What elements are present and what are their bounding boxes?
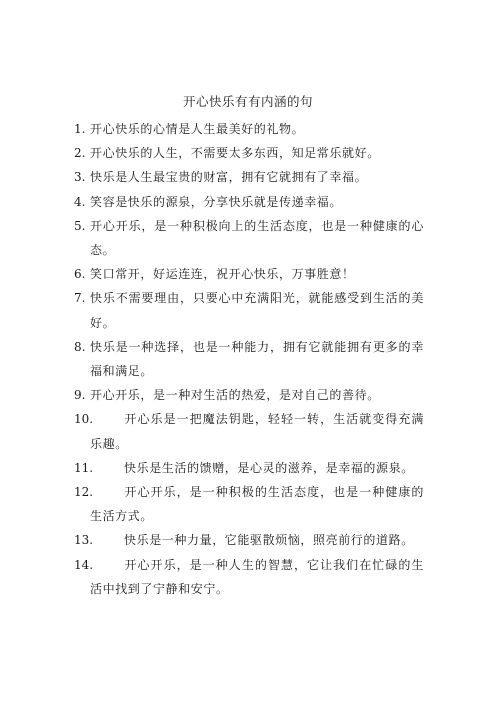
list-item [74, 190, 424, 214]
item-number: 3. [74, 170, 86, 185]
item-number: 9. [74, 388, 86, 403]
item-text: 快乐是生活的馈赠，是心灵的滋养，是幸福的源泉。 [124, 460, 414, 475]
item-number: 7. [74, 291, 86, 306]
item-number: 12. [74, 485, 94, 500]
item-text: 快乐是人生最宝贵的财富，拥有它就拥有了幸福。 [90, 170, 368, 185]
item-text: 开心快乐的心情是人生最美好的礼物。 [90, 122, 305, 136]
item-number: 13. [74, 533, 94, 548]
item-number: 10. [74, 412, 94, 427]
item-number: 11. [74, 460, 94, 475]
item-number: 14. [74, 557, 94, 572]
list-item [74, 407, 424, 455]
document-title: 开心快乐有有内涵的句 [182, 94, 313, 109]
item-text: 开心开乐，是一种积极向上的生活态度，也是一种健康的心态。 [90, 218, 424, 258]
list-item [74, 456, 424, 480]
item-text: 笑容是快乐的源泉，分享快乐就是传递幸福。 [90, 194, 343, 209]
item-text: 快乐是一种力量，它能驱散烦恼，照亮前行的道路。 [124, 533, 414, 548]
list-item [74, 141, 424, 165]
list-item [74, 528, 424, 552]
list-item [74, 335, 424, 383]
list-item [74, 214, 424, 262]
item-number: 5. [74, 218, 86, 233]
item-text: 开心乐是一把魔法钥匙，轻轻一转，生活就变得充满乐趣。 [90, 412, 424, 451]
sentence-list [74, 117, 424, 601]
item-text: 快乐不需要理由，只要心中充满阳光，就能感受到生活的美好。 [90, 291, 424, 330]
item-number: 8. [74, 339, 86, 354]
item-text: 笑口常开，好运连连，祝开心快乐，万事胜意！ [90, 267, 355, 282]
item-text: 开心快乐的人生，不需要太多东西，知足常乐就好。 [90, 146, 380, 161]
item-number: 6. [74, 267, 86, 282]
item-text: 开心开乐，是一种人生的智慧，它让我们在忙碌的生活中找到了宁静和安宁。 [90, 557, 424, 596]
item-number: 4. [74, 194, 86, 209]
item-text: 快乐是一种选择，也是一种能力，拥有它就能拥有更多的幸福和满足。 [90, 339, 424, 379]
list-item [74, 117, 424, 141]
list-item [74, 165, 424, 189]
item-text: 开心开乐，是一种积极的生活态度，也是一种健康的生活方式。 [90, 485, 424, 524]
list-item [74, 480, 424, 528]
list-item [74, 262, 424, 286]
item-number: 1. [74, 122, 86, 136]
item-number: 2. [74, 146, 86, 161]
list-item [74, 553, 424, 601]
list-item [74, 286, 424, 334]
item-text: 开心开乐，是一种对生活的热爱，是对自己的善待。 [90, 388, 380, 403]
list-item [74, 383, 424, 407]
